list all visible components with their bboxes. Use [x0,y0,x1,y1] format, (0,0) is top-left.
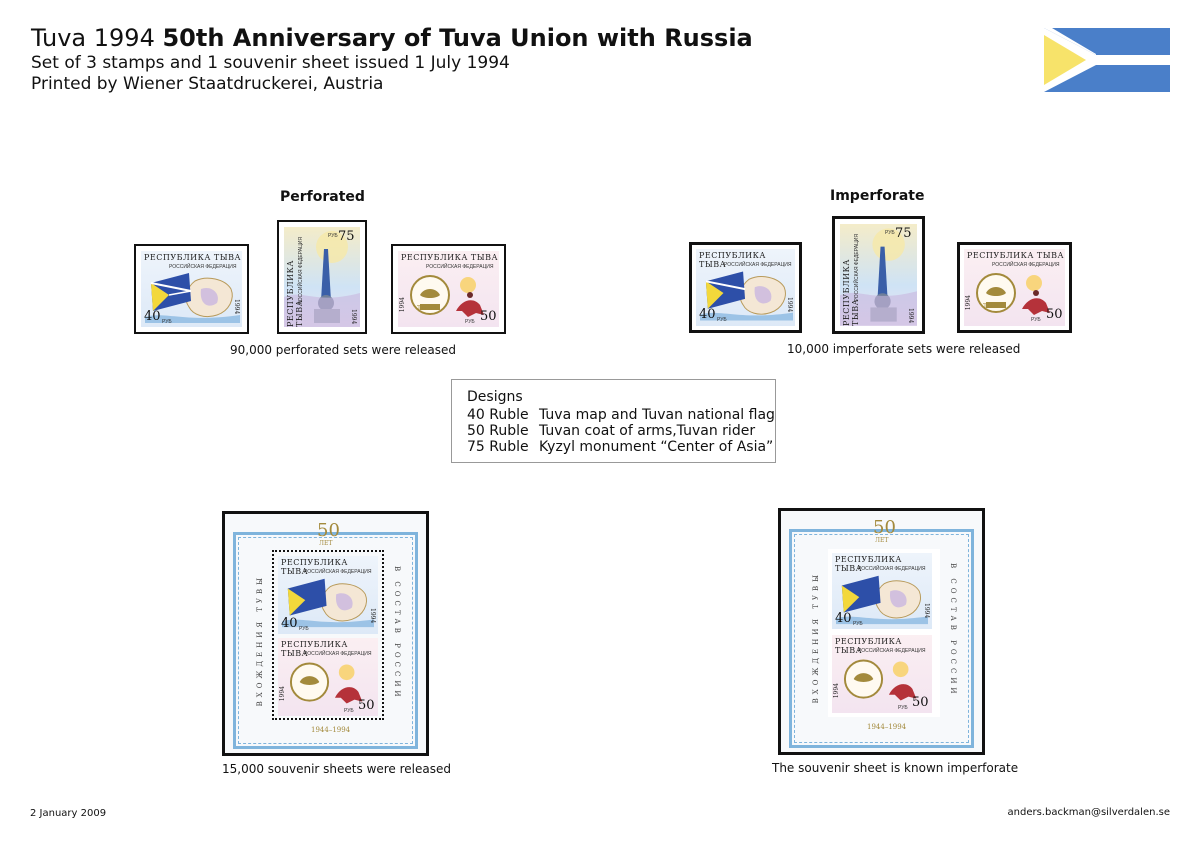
stamp-currency: РУБ [344,708,354,714]
stamp-year: 1994 [233,299,240,315]
perforated-heading: Perforated [280,189,365,205]
footer-email: anders.backman@silverdalen.se [1007,807,1170,818]
souvenir-big-number: 50 [873,517,896,538]
tuva-flag-image [1044,28,1170,92]
stamp-federation-text: РОССИЙСКАЯ ФЕДЕРАЦИЯ [304,569,372,575]
stamp-currency: РУБ [299,626,309,632]
souvenir-dates: 1944–1994 [311,726,351,734]
stamp-50-perforated [391,244,506,334]
stamp-currency: РУБ [898,705,908,711]
stamp-year: 1994 [350,309,357,325]
tyva-emblem-text: ТЫВА [417,305,438,312]
souvenir-dates: 1944–1994 [867,723,907,731]
stamp-year: 1994 [833,683,840,699]
stamp-country-text: РЕСПУБЛИКА ТЫВА [835,637,902,655]
stamp-75-imperforate [832,216,925,334]
stamp-value-50: 50 [358,698,375,713]
stamp-value-40: 40 [144,309,161,324]
souvenir-sheet-imperforate [778,508,985,755]
designs-heading: Designs [467,389,523,405]
souvenir-stamp-50 [278,638,378,716]
stamp-40-imperforate [689,242,802,333]
stamp-value-40: 40 [699,307,716,322]
souvenir-right-vertical-text: В СОСТАВ РОССИИ [949,563,957,698]
stamp-year: 1994 [923,603,930,619]
stamp-currency: РУБ [465,319,475,325]
subtitle-printer: Printed by Wiener Staatdruckerei, Austria [31,74,384,94]
stamp-country-text: РЕСПУБЛИКА ТЫВА [967,251,1065,260]
design-row-40 [467,407,775,423]
souvenir-left-vertical-text: ВХОЖДЕНИЯ ТУВЫ [812,571,820,704]
stamp-country-text: РЕСПУБЛИКА ТЫВА [842,259,860,326]
stamp-country-text: РЕСПУБЛИКА ТЫВА [281,640,348,658]
stamp-federation-text: РОССИЙСКАЯ ФЕДЕРАЦИЯ [426,264,494,270]
souvenir-left-vertical-text: ВХОЖДЕНИЯ ТУВЫ [256,574,264,707]
stamp-currency: РУБ [1031,317,1041,323]
stamp-country-text: РЕСПУБЛИКА ТЫВА [286,260,304,327]
title-bold: 50th Anniversary of Tuva Union with Russia [162,24,753,52]
stamp-currency: РУБ [885,230,895,236]
souvenir-stamp-50 [832,635,932,713]
stamp-year: 1994 [965,295,972,311]
design-description: Kyzyl monument “Center of Asia” [539,439,774,455]
stamp-country-text: РЕСПУБЛИКА ТЫВА [835,555,902,573]
stamp-year: 1994 [399,297,406,313]
souvenir-big-number: 50 [317,520,340,541]
souvenir-sheet-perforated [222,511,429,756]
stamp-currency: РУБ [328,233,338,239]
stamp-value-75: 75 [895,226,912,241]
souvenir-perforated-caption: 15,000 souvenir sheets were released [222,762,452,776]
stamp-50-imperforate [957,242,1072,333]
stamp-federation-text: РОССИЙСКАЯ ФЕДЕРАЦИЯ [724,262,792,268]
souvenir-stamp-block [272,550,384,720]
stamp-value-75: 75 [338,229,355,244]
stamp-value-40: 40 [835,611,852,626]
stamp-country-text: РЕСПУБЛИКА ТЫВА [144,253,242,262]
design-description: Tuvan coat of arms,Tuvan rider [539,423,756,439]
stamp-currency: РУБ [717,317,727,323]
imperforate-heading: Imperforate [830,188,925,204]
design-value: 50 Ruble [467,423,529,439]
souvenir-stamp-40 [278,556,378,634]
design-description: Tuva map and Tuvan national flag [539,407,775,423]
stamp-federation-text: РОССИЙСКАЯ ФЕДЕРАЦИЯ [854,234,860,302]
stamp-year: 1994 [786,297,793,313]
stamp-federation-text: РОССИЙСКАЯ ФЕДЕРАЦИЯ [858,566,926,572]
stamp-federation-text: РОССИЙСКАЯ ФЕДЕРАЦИЯ [169,264,237,270]
stamp-country-text: РЕСПУБЛИКА ТЫВА [281,558,348,576]
stamp-40-perforated [134,244,249,334]
page-title [31,24,753,52]
tyva-emblem-text: ТЫВА [983,303,1004,310]
design-row-50 [467,423,756,439]
subtitle-issue: Set of 3 stamps and 1 souvenir sheet issued 1 July 1994 [31,53,510,73]
stamp-year: 1994 [907,308,914,324]
stamp-value-50: 50 [912,695,929,710]
stamp-federation-text: РОССИЙСКАЯ ФЕДЕРАЦИЯ [304,651,372,657]
stamp-currency: РУБ [162,319,172,325]
stamp-federation-text: РОССИЙСКАЯ ФЕДЕРАЦИЯ [298,237,304,305]
design-value: 40 Ruble [467,407,529,423]
title-plain: Tuva 1994 [31,24,163,52]
souvenir-stamp-40 [832,553,932,629]
stamp-federation-text: РОССИЙСКАЯ ФЕДЕРАЦИЯ [858,648,926,654]
stamp-75-perforated [277,220,367,334]
stamp-country-text: РЕСПУБЛИКА ТЫВА [401,253,499,262]
souvenir-stamp-block [828,549,940,717]
stamp-value-50: 50 [1046,307,1063,322]
stamp-year: 1994 [279,686,286,702]
stamp-value-50: 50 [480,309,497,324]
imperforate-caption: 10,000 imperforate sets were released [787,342,1021,356]
design-row-75 [467,439,774,455]
souvenir-let: ЛЕТ [319,540,333,547]
stamp-country-text: РЕСПУБЛИКА ТЫВА [699,251,766,269]
stamp-value-40: 40 [281,616,298,631]
stamp-currency: РУБ [853,621,863,627]
designs-box [451,379,776,463]
stamp-federation-text: РОССИЙСКАЯ ФЕДЕРАЦИЯ [992,262,1060,268]
stamp-year: 1994 [369,608,376,624]
perforated-caption: 90,000 perforated sets were released [230,343,456,357]
souvenir-let: ЛЕТ [875,537,889,544]
footer-date: 2 January 2009 [30,808,107,819]
souvenir-right-vertical-text: В СОСТАВ РОССИИ [393,566,401,701]
design-value: 75 Ruble [467,439,529,455]
souvenir-imperforate-caption: The souvenir sheet is known imperforate [772,761,1019,775]
